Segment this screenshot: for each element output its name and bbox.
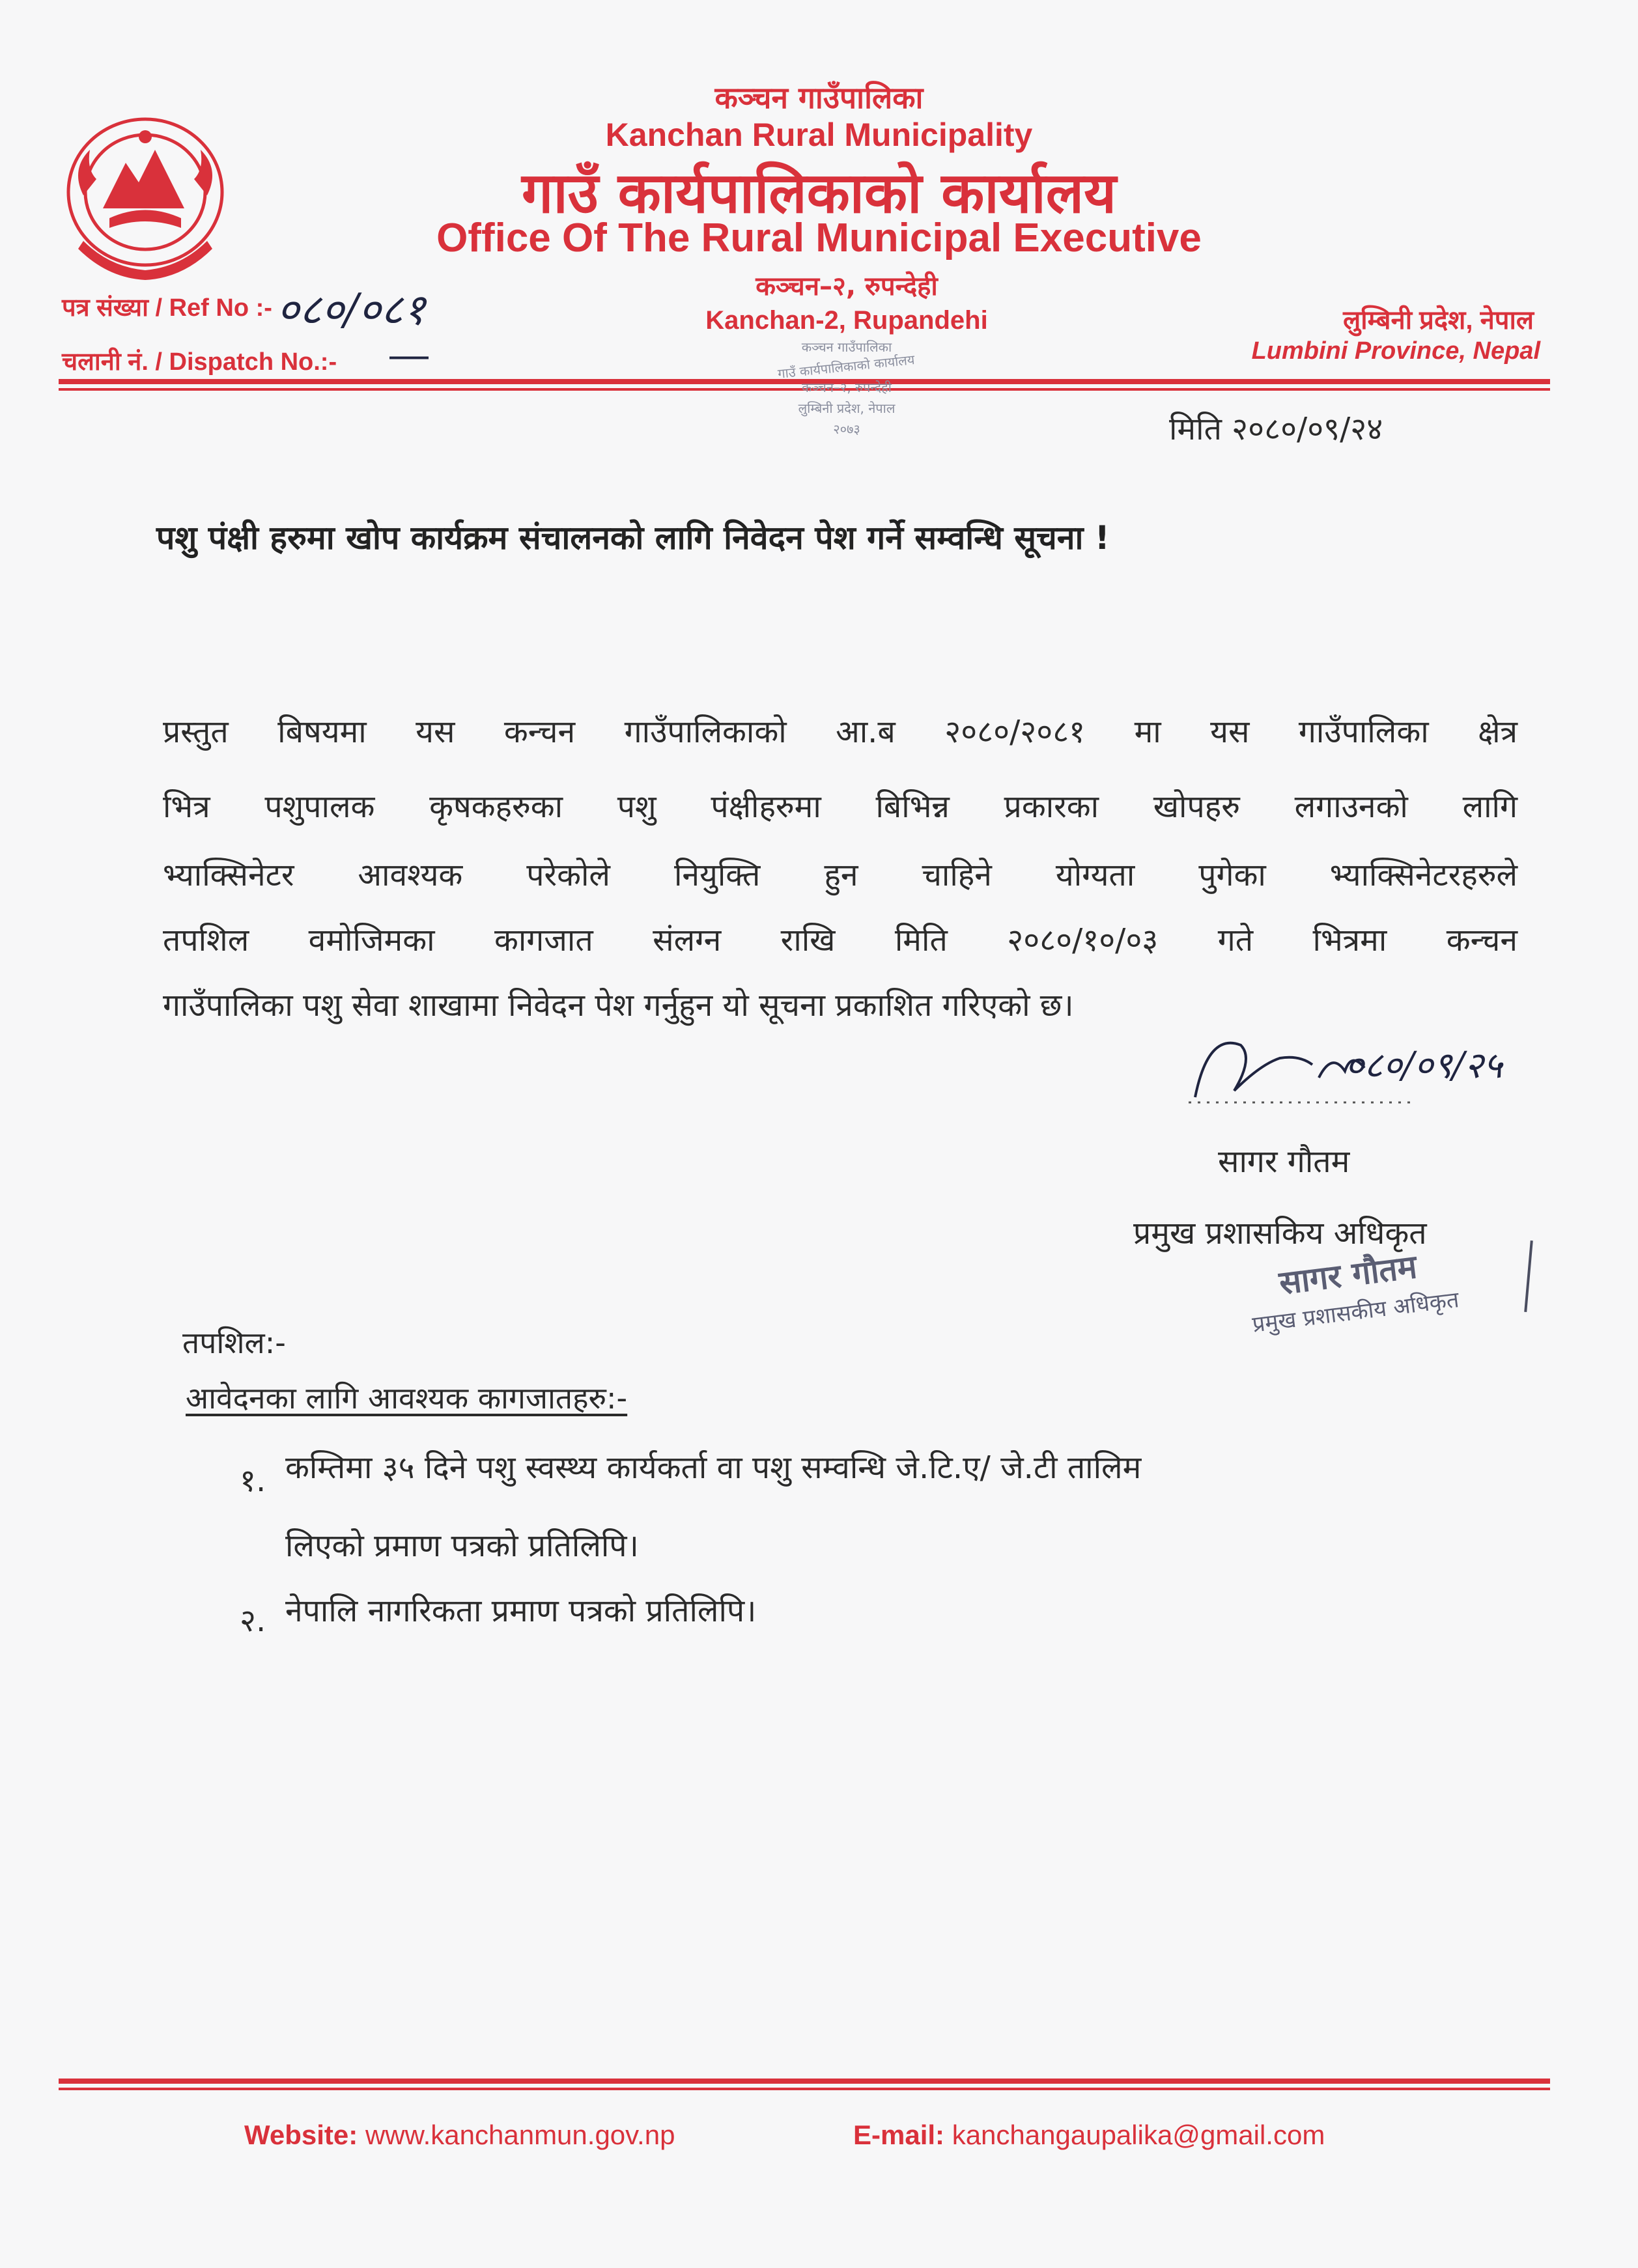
ref-no-label: पत्र संख्या / Ref No :-: [62, 294, 272, 322]
body-line: भ्याक्सिनेटर आवश्यक परेकोले नियुक्ति हुन चाहिने योग्यता पुगेका भ्याक्सिनेटरहरुले: [163, 857, 1518, 893]
details-label: तपशिल:-: [182, 1325, 286, 1360]
list-item: नेपालि नागरिकता प्रमाण पत्रको प्रतिलिपि।: [285, 1593, 757, 1629]
body-line: तपशिल वमोजिमका कागजात संलग्न राखि मिति २०८०/१०/०३ गते भित्रमा कन्चन: [163, 922, 1518, 959]
footer-website: [244, 2120, 675, 2151]
address-en: Kanchan-2, Rupandehi: [705, 306, 988, 335]
province-np: लुम्बिनी प्रदेश, नेपाल: [1343, 306, 1534, 335]
dispatch-no-value: —: [389, 333, 429, 376]
footer-email: [853, 2120, 1325, 2151]
website-link[interactable]: www.kanchanmun.gov.np: [365, 2120, 675, 2150]
list-item-continued: लिएको प्रमाण पत्रको प्रतिलिपि।: [285, 1528, 639, 1564]
body-line: भित्र पशुपालक कृषकहरुका पशु पंक्षीहरुमा बिभिन्न प्रकारका खोपहरु लगाउनको लागि: [163, 789, 1518, 825]
ref-no-value: ०८०/०८१: [277, 285, 426, 335]
body-line: गाउँपालिका पशु सेवा शाखामा निवेदन पेश गर्नुहुन यो सूचना प्रकाशित गरिएको छ।: [163, 987, 1074, 1024]
body-line: प्रस्तुत बिषयमा यस कन्चन गाउँपालिकाको आ.ब २०८०/२०८१ मा यस गाउँपालिका क्षेत्र: [163, 714, 1518, 750]
seal-bar: [1524, 1240, 1533, 1312]
footer-divider-bottom: [59, 2088, 1550, 2090]
email-label: E-mail:: [853, 2120, 945, 2150]
seal-name: सागर गौतम: [1277, 1248, 1419, 1302]
stamp-line5: २०७३: [833, 421, 860, 437]
stamp-line1: कञ्चन गाउँपालिका: [801, 339, 892, 355]
list-item-number: २.: [240, 1603, 266, 1639]
letter-subject: पशु पंक्षी हरुमा खोप कार्यक्रम संचालनको लागि निवेदन पेश गर्ने सम्वन्धि सूचना !: [156, 519, 1110, 557]
address-np: कञ्चन–२, रुपन्देही: [755, 272, 938, 301]
office-stamp: [749, 332, 938, 475]
footer-divider-top: [59, 2079, 1550, 2084]
handwritten-signature: [1182, 1019, 1547, 1117]
signer-name: सागर गौतम: [1218, 1143, 1350, 1180]
list-item: कम्तिमा ३५ दिने पशु स्वस्थ्य कार्यकर्ता वा पशु सम्वन्धि जे.टि.ए/ जे.टी तालिम: [285, 1449, 1142, 1486]
signer-title: प्रमुख प्रशासकिय अधिकृत: [1133, 1215, 1427, 1252]
stamp-line3: कञ्चन–२, रुपन्देही: [802, 380, 892, 395]
office-name-en: Office Of The Rural Municipal Executive: [436, 216, 1202, 260]
dispatch-no-label: चलानी नं. / Dispatch No.:-: [62, 348, 337, 376]
website-label: Website:: [244, 2120, 358, 2150]
seal-title: प्रमुख प्रशासकीय अधिकृत: [1250, 1287, 1461, 1338]
email-link[interactable]: kanchangaupalika@gmail.com: [952, 2120, 1325, 2150]
office-name-np: गाउँ कार्यपालिकाको कार्यालय: [522, 161, 1116, 226]
municipality-name-np: कञ्चन गाउँपालिका: [714, 80, 924, 115]
province-en: Lumbini Province, Nepal: [1251, 337, 1540, 365]
letter-date: मिति २०८०/०९/२४: [1169, 411, 1383, 447]
required-docs-label: आवेदनका लागि आवश्यक कागजातहरु:-: [186, 1380, 628, 1416]
stamp-line4: लुम्बिनी प्रदेश, नेपाल: [798, 400, 896, 416]
list-item-number: १.: [240, 1463, 266, 1499]
signature-date: ०८०/०९/२५: [1345, 1044, 1503, 1087]
municipality-name-en: Kanchan Rural Municipality: [605, 117, 1033, 153]
stamp-line2: गाउँ कार्यपालिकाको कार्यालय: [777, 352, 916, 382]
